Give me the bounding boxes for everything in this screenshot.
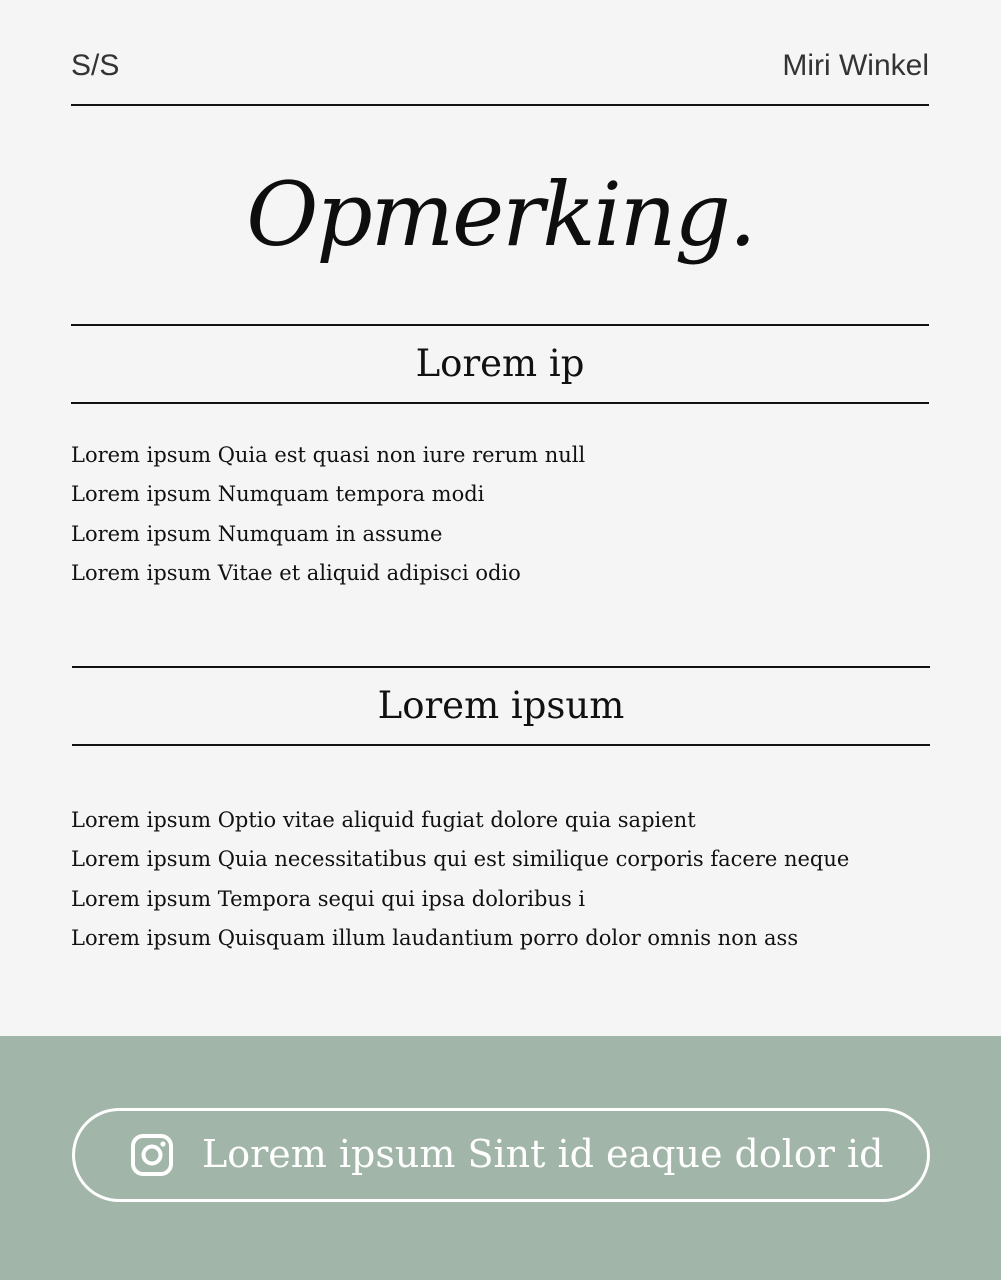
header-author-name: Miri Winkel <box>782 49 929 82</box>
section-1-bottom-divider <box>71 402 929 404</box>
list-item: Lorem ipsum Numquam in assume <box>71 521 443 546</box>
section-1-list <box>71 436 585 593</box>
section-2-bottom-divider <box>72 744 930 746</box>
header-divider <box>71 104 929 106</box>
list-item: Lorem ipsum Numquam tempora modi <box>71 482 485 507</box>
section-2-list <box>71 801 849 958</box>
list-item: Lorem ipsum Vitae et aliquid adipisci odio <box>71 560 521 585</box>
instagram-icon[interactable] <box>130 1133 174 1177</box>
page-title: Opmerking. <box>246 163 755 266</box>
list-item: Lorem ipsum Tempora sequi qui ipsa doloribus i <box>71 886 586 911</box>
header-left-text: S/S <box>71 49 120 82</box>
list-item: Lorem ipsum Optio vitae aliquid fugiat dolore quia sapient <box>71 808 696 832</box>
list-item: Lorem ipsum Quia necessitatibus qui est similique corporis facere neque <box>71 847 850 872</box>
instagram-link-text[interactable]: Lorem ipsum Sint id eaque dolor id <box>202 1132 884 1176</box>
list-item: Lorem ipsum Quia est quasi non iure rerum null <box>71 443 586 467</box>
list-item: Lorem ipsum Quisquam illum laudantium porro dolor omnis non ass <box>71 925 799 950</box>
section-2-heading: Lorem ipsum <box>377 684 625 727</box>
section-1-heading: Lorem ip <box>415 342 585 385</box>
